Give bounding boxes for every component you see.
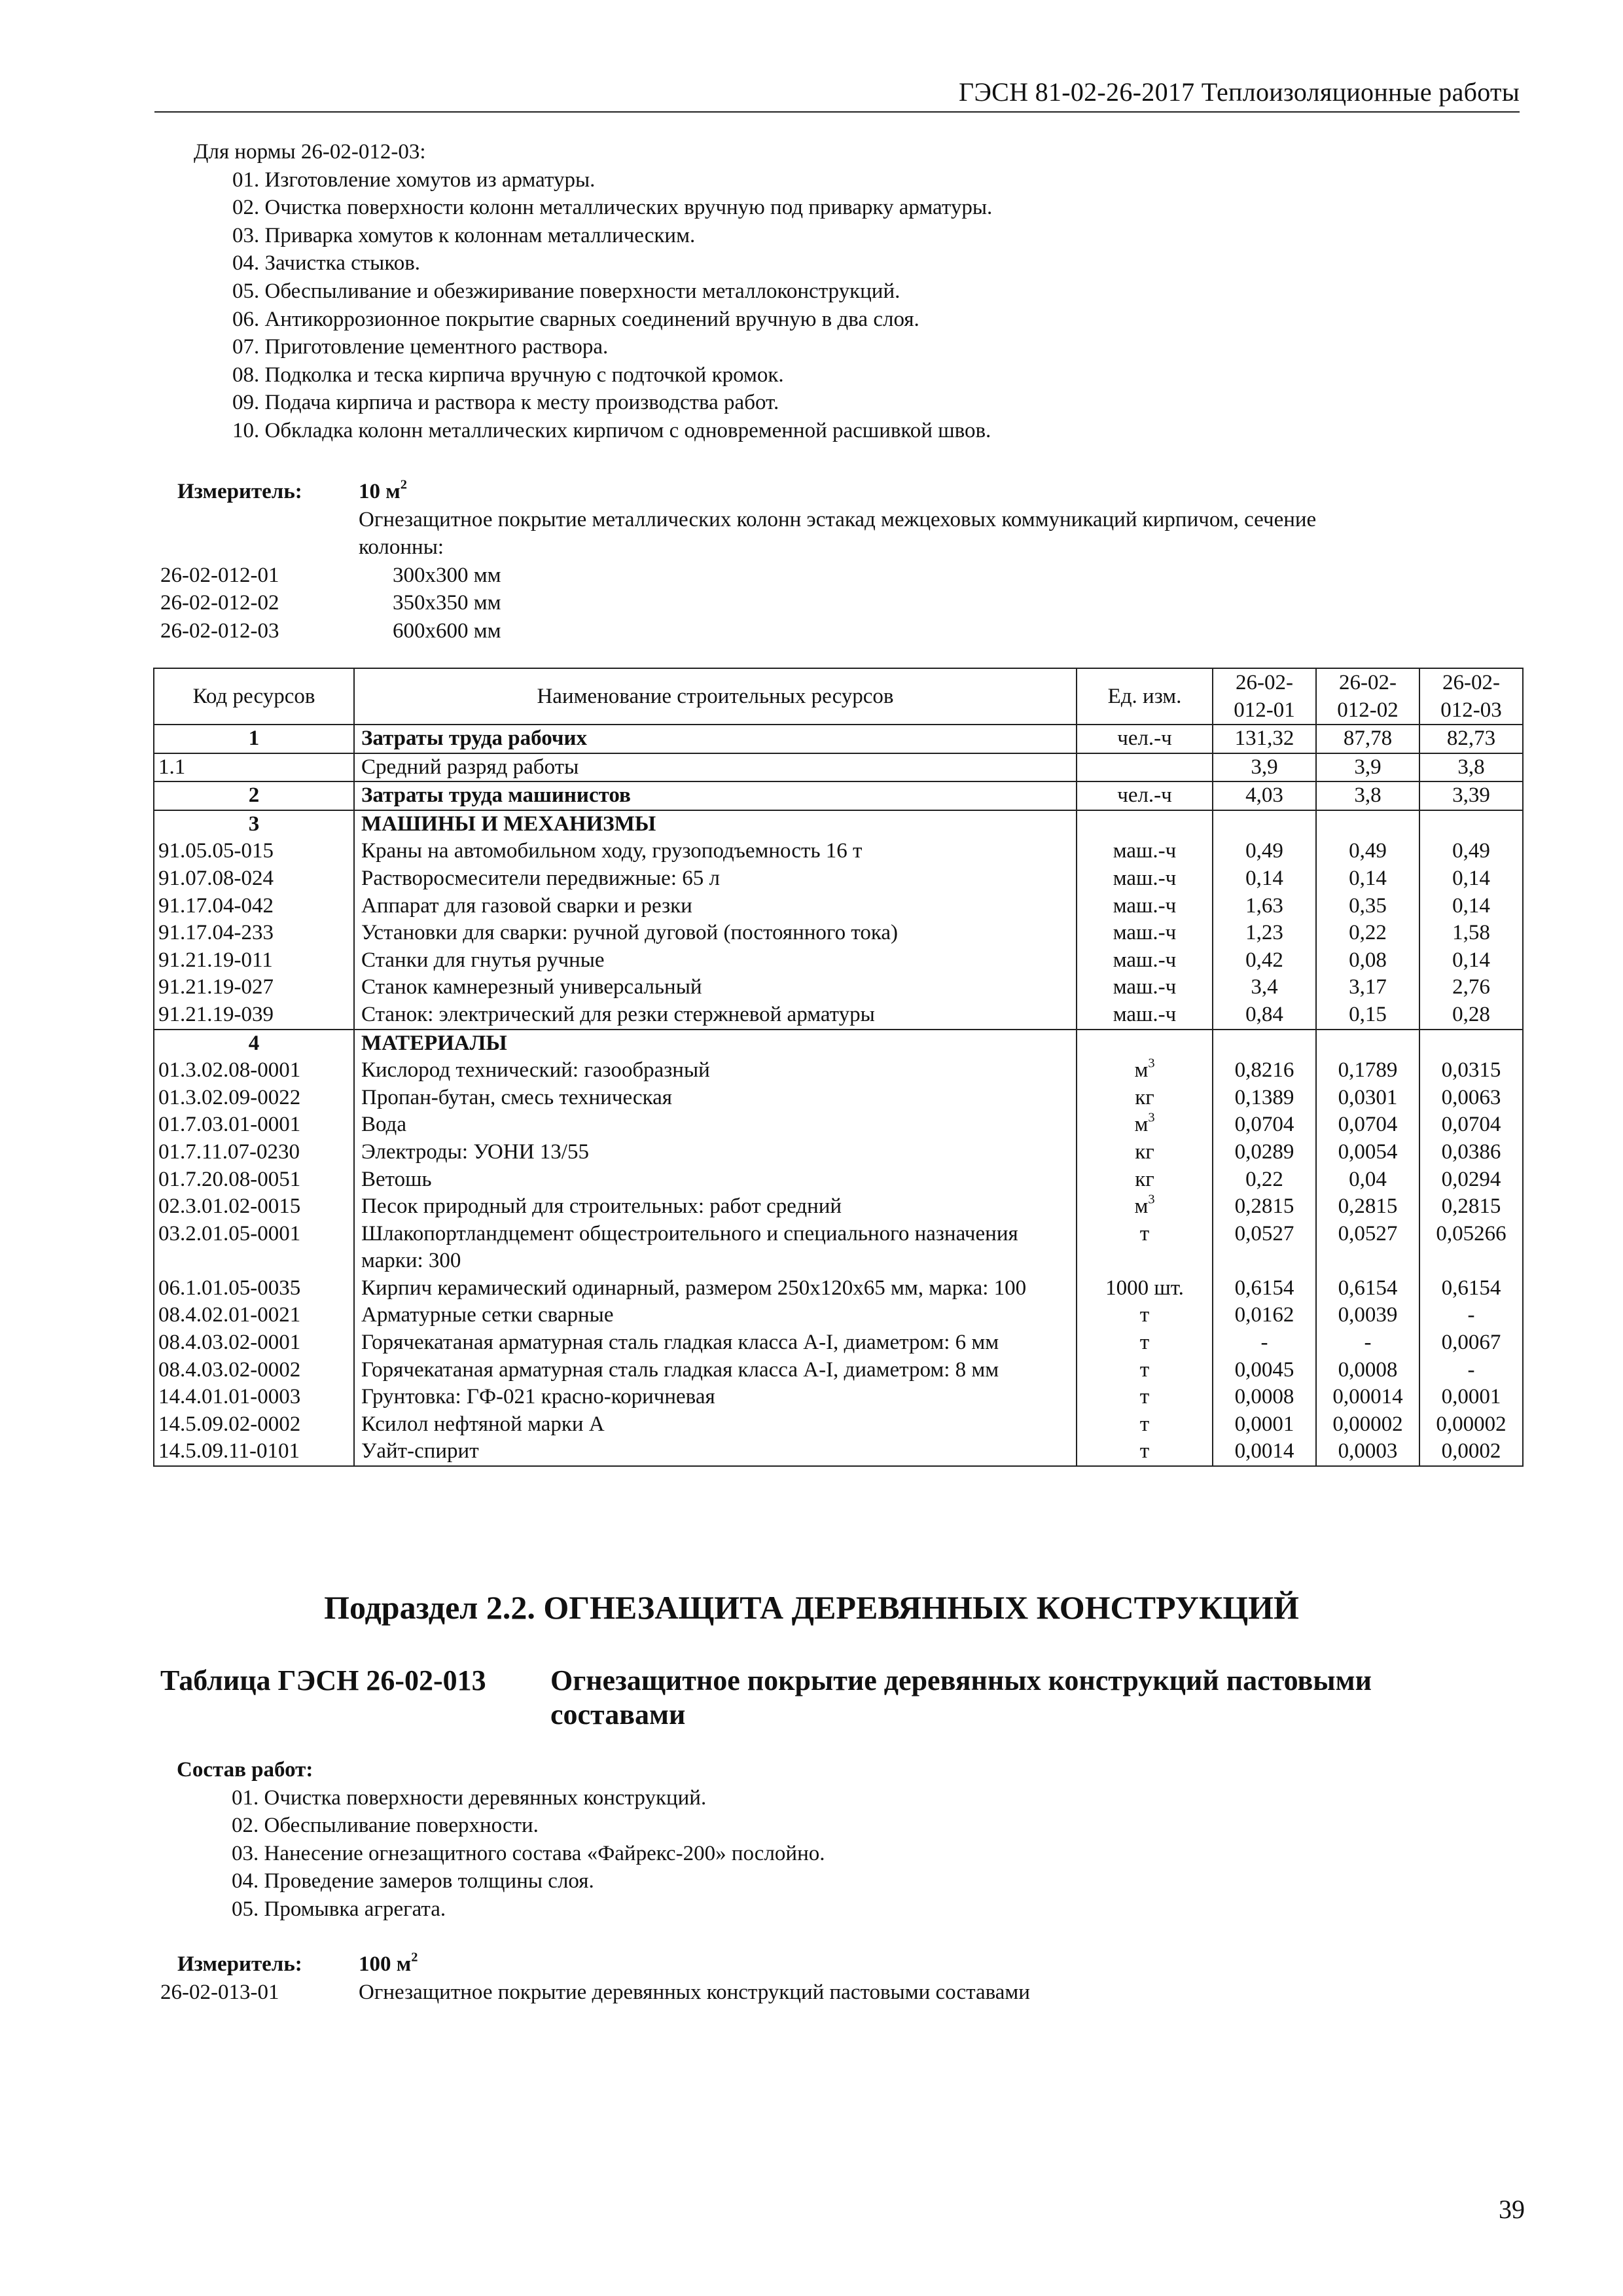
cell-value-2: 0,0003 [1316,1438,1419,1466]
cell-code: 91.05.05-015 [154,838,354,865]
norm-code: 26-02-012-03 [160,619,279,643]
header-unit: Ед. изм. [1077,668,1213,725]
cell-value-3: 0,00002 [1419,1411,1523,1439]
work-step: 02. Очистка поверхности колонн металлических вручную под приварку арматуры. [232,196,993,220]
work-step: 03. Приварка хомутов к колоннам металлическим. [232,223,696,247]
table-row [154,753,1523,782]
cell-value-1: 0,49 [1213,838,1316,865]
composition-steps-list [177,1784,1420,1924]
cell-value-3: 0,0002 [1419,1438,1523,1466]
cell-value-2: 87,78 [1316,725,1419,753]
cell-unit: т [1077,1357,1213,1384]
cell-value-1: 0,0162 [1213,1302,1316,1329]
cell-unit: т [1077,1438,1213,1466]
cell-code: 91.21.19-027 [154,974,354,1001]
cell-value-1: 3,4 [1213,974,1316,1001]
cell-code: 02.3.01.02-0015 [154,1193,354,1221]
cell-value-1: 3,9 [1213,753,1316,782]
cell-value-2: 0,14 [1316,865,1419,893]
table-row [154,1329,1523,1357]
cell-code: 91.07.08-024 [154,865,354,893]
cell-value-3: 0,0386 [1419,1139,1523,1166]
table-row [154,1193,1523,1221]
cell-value-2 [1316,810,1419,838]
cell-unit: кг [1077,1085,1213,1112]
header-norm-3: 26-02- 012-03 [1419,668,1523,725]
cell-value-3: - [1419,1357,1523,1384]
cell-unit: кг [1077,1166,1213,1194]
cell-name: Грунтовка: ГФ-021 красно-коричневая [354,1384,1077,1411]
cell-value-1: 0,0014 [1213,1438,1316,1466]
header-norm-2: 26-02- 012-02 [1316,668,1419,725]
cell-value-2: 0,22 [1316,920,1419,947]
table-label: Таблица ГЭСН 26-02-013 [160,1664,486,1696]
cell-code: 14.5.09.11-0101 [154,1438,354,1466]
norm-code: 26-02-013-01 [160,1980,279,2004]
table-row [154,1384,1523,1411]
table-row [154,810,1523,838]
header-code: Код ресурсов [154,668,354,725]
cell-code: 1 [154,725,354,753]
cell-unit: маш.-ч [1077,865,1213,893]
norm-code: 26-02-012-01 [160,563,279,587]
work-step: 04. Зачистка стыков. [232,251,421,276]
cell-unit [1077,810,1213,838]
cell-value-1: 4,03 [1213,781,1316,810]
cell-name: МАШИНЫ И МЕХАНИЗМЫ [354,810,1077,838]
cell-value-1: 1,63 [1213,893,1316,920]
table-row [154,1411,1523,1439]
cell-value-3: 0,0067 [1419,1329,1523,1357]
cell-code: 06.1.01.05-0035 [154,1275,354,1302]
cell-value-3: 0,0063 [1419,1085,1523,1112]
measure-value: 100 $м^2$ [359,1950,418,1976]
cell-code: 1.1 [154,753,354,782]
norm-size: 350х350 мм [393,591,501,615]
cell-value-2: 0,04 [1316,1166,1419,1194]
measure-block-1 [160,478,1502,645]
cell-name: Кислород технический: газообразный [354,1057,1077,1085]
cell-value-3: 0,14 [1419,865,1523,893]
subsection-title: Подраздел 2.2. ОГНЕЗАЩИТА ДЕРЕВЯННЫХ КОНСТРУКЦИЙ [324,1589,1299,1626]
cell-code: 01.7.03.01-0001 [154,1111,354,1139]
work-step: 10. Обкладка колонн металлических кирпичом с одновременной расшивкой швов. [232,418,991,442]
work-composition [177,1756,1420,1924]
cell-value-2: 0,0301 [1316,1085,1419,1112]
cell-value-3 [1419,810,1523,838]
cell-code: 01.3.02.09-0022 [154,1085,354,1112]
cell-value-1: 0,42 [1213,947,1316,975]
cell-code: 03.2.01.05-0001 [154,1221,354,1275]
cell-value-2: - [1316,1329,1419,1357]
cell-value-1: 0,8216 [1213,1057,1316,1085]
cell-name: Горячекатаная арматурная сталь гладкая класса А-I, диаметром: 6 мм [354,1329,1077,1357]
cell-name: Краны на автомобильном ходу, грузоподъемность 16 т [354,838,1077,865]
cell-code: 08.4.03.02-0001 [154,1329,354,1357]
cell-value-2: 3,17 [1316,974,1419,1001]
work-step: 09. Подача кирпича и раствора к месту производства работ. [232,391,779,415]
norm-label: Для нормы 26-02-012-03: [194,140,426,164]
cell-name: Станок камнерезный универсальный [354,974,1077,1001]
table-row [154,838,1523,865]
cell-value-1: 0,1389 [1213,1085,1316,1112]
cell-unit: 1000 шт. [1077,1275,1213,1302]
cell-value-3: 0,05266 [1419,1221,1523,1275]
norm-size: 600х600 мм [393,619,501,643]
cell-code: 01.7.11.07-0230 [154,1139,354,1166]
cell-unit: маш.-ч [1077,947,1213,975]
cell-name: Пропан-бутан, смесь техническая [354,1085,1077,1112]
norm-size: 300х300 мм [393,563,501,587]
cell-name: МАТЕРИАЛЫ [354,1030,1077,1058]
work-composition-intro [194,138,1437,445]
cell-name: Шлакопортландцемент общестроительного и специального назначения марки: 300 [354,1221,1077,1275]
table-row [154,947,1523,975]
table-row [154,1166,1523,1194]
cell-unit: маш.-ч [1077,893,1213,920]
measure-description: Огнезащитное покрытие металлических колонн эстакад межцеховых коммуникаций кирпичом, сечение [359,507,1317,531]
measure-description-cont: колонны: [359,535,444,560]
table-row [154,920,1523,947]
cell-unit: т [1077,1221,1213,1275]
cell-value-2: 0,00014 [1316,1384,1419,1411]
cell-code: 91.21.19-039 [154,1001,354,1030]
cell-unit: чел.-ч [1077,725,1213,753]
cell-value-3: 82,73 [1419,725,1523,753]
cell-value-1: 0,14 [1213,865,1316,893]
cell-value-1: 0,2815 [1213,1193,1316,1221]
cell-value-2: 0,2815 [1316,1193,1419,1221]
cell-value-3 [1419,1030,1523,1058]
table-row [154,725,1523,753]
cell-value-3: 0,0704 [1419,1111,1523,1139]
norm-code: 26-02-012-02 [160,591,279,615]
work-step: 05. Промывка агрегата. [232,1897,446,1921]
cell-value-1: 0,0008 [1213,1384,1316,1411]
cell-value-2 [1316,1030,1419,1058]
work-step: 04. Проведение замеров толщины слоя. [232,1869,594,1893]
cell-value-2: 0,0054 [1316,1139,1419,1166]
cell-name: Аппарат для газовой сварки и резки [354,893,1077,920]
cell-code: 08.4.03.02-0002 [154,1357,354,1384]
cell-name: Песок природный для строительных: работ средний [354,1193,1077,1221]
cell-unit: маш.-ч [1077,920,1213,947]
cell-value-2: 0,0527 [1316,1221,1419,1275]
cell-unit: т [1077,1302,1213,1329]
table-row [154,1085,1523,1112]
cell-name: Затраты труда машинистов [354,781,1077,810]
cell-value-2: 0,1789 [1316,1057,1419,1085]
cell-value-2: 0,0039 [1316,1302,1419,1329]
cell-unit: т [1077,1411,1213,1439]
cell-unit [1077,1030,1213,1058]
measure-label: Измеритель: [177,480,302,503]
cell-value-3: 0,0294 [1419,1166,1523,1194]
cell-value-2: 0,00002 [1316,1411,1419,1439]
cell-value-1: 0,0289 [1213,1139,1316,1166]
cell-value-2: 0,0008 [1316,1357,1419,1384]
table-row [154,1302,1523,1329]
cell-value-2: 0,08 [1316,947,1419,975]
cell-value-3: 0,6154 [1419,1275,1523,1302]
cell-value-1: 1,23 [1213,920,1316,947]
cell-unit [1077,753,1213,782]
cell-value-1: 0,84 [1213,1001,1316,1030]
work-step: 01. Очистка поверхности деревянных конструкций. [232,1785,707,1810]
work-step: 01. Изготовление хомутов из арматуры. [232,168,596,192]
cell-value-2: 0,0704 [1316,1111,1419,1139]
measure-block-2 [160,1950,1502,2006]
cell-value-1: 131,32 [1213,725,1316,753]
composition-label: Состав работ: [177,1758,313,1782]
cell-value-1: 0,0045 [1213,1357,1316,1384]
page-number: 39 [1499,2195,1525,2224]
cell-code: 91.21.19-011 [154,947,354,975]
table-row [154,1001,1523,1030]
cell-name: Кирпич керамический одинарный, размером 250х120х65 мм, марка: 100 [354,1275,1077,1302]
cell-code: 3 [154,810,354,838]
cell-value-3: 0,0315 [1419,1057,1523,1085]
cell-code: 2 [154,781,354,810]
work-step: 07. Приготовление цементного раствора. [232,335,609,359]
cell-value-3: 2,76 [1419,974,1523,1001]
cell-name: Ветошь [354,1166,1077,1194]
cell-code: 08.4.02.01-0021 [154,1302,354,1329]
work-steps-list [194,166,1437,445]
table-row [154,1057,1523,1085]
measure-description: Огнезащитное покрытие деревянных конструкций пастовыми составами [359,1980,1030,2004]
cell-name: Вода [354,1111,1077,1139]
cell-value-3: 0,2815 [1419,1193,1523,1221]
cell-value-1 [1213,1030,1316,1058]
cell-value-3: 0,14 [1419,947,1523,975]
cell-unit: маш.-ч [1077,974,1213,1001]
measure-value: 10 $м^2$ [359,477,407,503]
cell-value-3: 0,14 [1419,893,1523,920]
cell-name: Растворосмесители передвижные: 65 л [354,865,1077,893]
header-name: Наименование строительных ресурсов [354,668,1077,725]
cell-code: 01.7.20.08-0051 [154,1166,354,1194]
cell-value-2: 0,6154 [1316,1275,1419,1302]
cell-value-1: - [1213,1329,1316,1357]
cell-value-3: 0,0001 [1419,1384,1523,1411]
cell-name: Горячекатаная арматурная сталь гладкая класса А-I, диаметром: 8 мм [354,1357,1077,1384]
cell-name: Ксилол нефтяной марки А [354,1411,1077,1439]
cell-value-3: - [1419,1302,1523,1329]
cell-value-1: 0,22 [1213,1166,1316,1194]
cell-value-3: 1,58 [1419,920,1523,947]
cell-value-1: 0,6154 [1213,1275,1316,1302]
cell-value-1: 0,0527 [1213,1221,1316,1275]
work-step: 05. Обеспыливание и обезжиривание поверхности металлоконструкций. [232,279,901,303]
table-row [154,974,1523,1001]
work-step: 06. Антикоррозионное покрытие сварных соединений вручную в два слоя. [232,307,919,331]
cell-unit: маш.-ч [1077,1001,1213,1030]
cell-value-3: 0,28 [1419,1001,1523,1030]
cell-unit: т [1077,1329,1213,1357]
cell-unit: т [1077,1384,1213,1411]
cell-value-3: 0,49 [1419,838,1523,865]
table-row [154,1438,1523,1466]
cell-value-2: 3,8 [1316,781,1419,810]
cell-value-1: 0,0704 [1213,1111,1316,1139]
cell-code: 01.3.02.08-0001 [154,1057,354,1085]
table-header-row [154,668,1523,725]
cell-code: 91.17.04-042 [154,893,354,920]
work-step: 08. Подколка и теска кирпича вручную с подточкой кромок. [232,363,784,387]
cell-value-2: 0,35 [1316,893,1419,920]
resources-table [153,668,1524,1467]
cell-code: 4 [154,1030,354,1058]
cell-code: 91.17.04-233 [154,920,354,947]
cell-name: Затраты труда рабочих [354,725,1077,753]
cell-name: Электроды: УОНИ 13/55 [354,1139,1077,1166]
cell-unit: кг [1077,1139,1213,1166]
table-row [154,1357,1523,1384]
work-step: 02. Обеспыливание поверхности. [232,1814,539,1838]
cell-value-1: 0,0001 [1213,1411,1316,1439]
cell-unit: маш.-ч [1077,838,1213,865]
measure-label: Измеритель: [177,1952,302,1976]
cell-code: 14.4.01.01-0003 [154,1384,354,1411]
table-row [154,1221,1523,1275]
cell-value-2: 0,15 [1316,1001,1419,1030]
cell-name: Станок: электрический для резки стержневой арматуры [354,1001,1077,1030]
table-row [154,1030,1523,1058]
cell-name: Средний разряд работы [354,753,1077,782]
table-body [154,725,1523,1466]
table-caption: Огнезащитное покрытие деревянных конструкций пастовыми составами [550,1664,1372,1731]
running-header: ГЭСН 81-02-26-2017 Теплоизоляционные работы [154,73,1520,113]
cell-unit: $м^3$ [1077,1193,1213,1221]
cell-name: Уайт-спирит [354,1438,1077,1466]
table-row [154,1139,1523,1166]
table-row [154,781,1523,810]
table-row [154,1275,1523,1302]
cell-value-2: 0,49 [1316,838,1419,865]
cell-name: Установки для сварки: ручной дуговой (постоянного тока) [354,920,1077,947]
cell-value-3: 3,8 [1419,753,1523,782]
header-norm-1: 26-02- 012-01 [1213,668,1316,725]
cell-name: Арматурные сетки сварные [354,1302,1077,1329]
table-row [154,1111,1523,1139]
cell-value-1 [1213,810,1316,838]
cell-unit: $м^3$ [1077,1111,1213,1139]
cell-unit: $м^3$ [1077,1057,1213,1085]
table-row [154,893,1523,920]
cell-value-3: 3,39 [1419,781,1523,810]
cell-name: Станки для гнутья ручные [354,947,1077,975]
work-step: 03. Нанесение огнезащитного состава «Файрекс-200» послойно. [232,1841,825,1865]
table-row [154,865,1523,893]
cell-code: 14.5.09.02-0002 [154,1411,354,1439]
cell-unit: чел.-ч [1077,781,1213,810]
cell-value-2: 3,9 [1316,753,1419,782]
